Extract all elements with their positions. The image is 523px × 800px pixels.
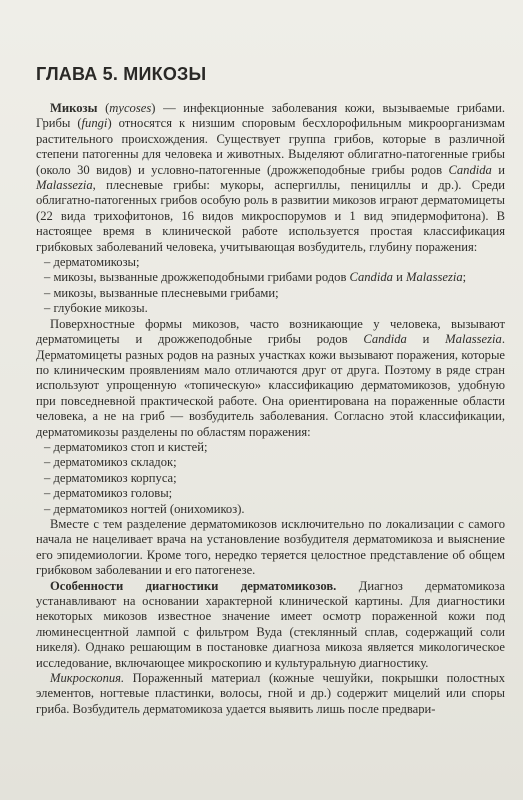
list-item: – микозы, вызванные дрожжеподобными грибами родов Candida и Malassezia; — [44, 270, 505, 285]
list-item: – дерматомикоз головы; — [44, 486, 505, 501]
list-item: – дерматомикоз стоп и кистей; — [44, 440, 505, 455]
term-latin: mycoses — [109, 101, 152, 115]
superficial-forms-paragraph: Поверхностные формы микозов, часто возникающие у человека, вызывают дерматомицеты и дрожжеподобные грибы родов Candida и Malassezia. Дерматомицеты разных родов на разных участках кожи вызывают поражения, которые по клиническим проявлениям мало отличаются друг от друга. Поэтому в ряде стран используют упрощенную «топическую» классификацию дерматомикозов, удобную при повседневной практической работе. Она ориентирована на пораженные области человека, а не на гриб — возбудитель заболевания. Согласно этой классификации, дерматомикозы разделены по областям поражения: — [36, 316, 505, 439]
microscopy-paragraph: Микроскопия. Пораженный материал (кожные чешуйки, покрышки полостных элементов, ногтевые пластинки, волосы, гной и др.) содержит мицелий или споры гриба. Возбудитель дерматомикоза удается выявить лишь после предвари- — [36, 671, 505, 716]
localization-paragraph: Вместе с тем разделение дерматомикозов исключительно по локализации с самого начала не нацеливает врача на установление возбудителя дерматомикоза и выяснение его эпидемиологии. Кроме того, нередко теряется целостное представление об общем грибковом заболевании и его патогенезе. — [36, 516, 505, 578]
diagnostics-paragraph: Особенности диагностики дерматомикозов. Диагноз дерматомикоза устанавливают на основании характерной клинической картины. Для диагностики некоторых микозов известное значение имеет осмотр пораженной кожи под люминесцентной лампой с фильтром Вуда (стеклянный сплав, содержащий соли никеля). Однако решающим в постановке диагноза микоза является микологическое исследование, включающее микроскопию и культуральную диагностику. — [36, 578, 505, 670]
list-item: – дерматомикоз ногтей (онихомикоз). — [44, 502, 505, 517]
chapter-title: ГЛАВА 5. МИКОЗЫ — [36, 64, 207, 84]
list-item: – дерматомикоз корпуса; — [44, 471, 505, 486]
diagnostics-heading: Особенности диагностики дерматомикозов. — [50, 578, 337, 593]
list-item: – дерматомикоз складок; — [44, 455, 505, 470]
list-item: – глубокие микозы. — [44, 301, 505, 316]
list-item: – дерматомикозы; — [44, 255, 505, 270]
classification-list — [36, 255, 505, 317]
topical-classification-list — [36, 440, 505, 517]
list-item: – микозы, вызванные плесневыми грибами; — [44, 286, 505, 301]
intro-paragraph: Микозы (mycoses) — инфекционные заболевания кожи, вызываемые грибами. Грибы (fungi) относятся к низшим споровым бесхлорофильным микроорганизмам растительного происхождения. Существует группа грибов, которые в различной степени патогенны для человека и животных. Выделяют облигатно-патогенные грибы (около 30 видов) и условно-патогенные (дрожжеподобные грибы родов Candida и Malassezia, плесневые грибы: мукоры, аспергиллы, пенициллы и др.). Среди облигатно-патогенных грибов особую роль в развитии микозов играют дерматомицеты (22 вида трихофитонов, 16 видов микроспорумов и 1 вид эпидермофитона). В настоящее время в клинической работе используется простая классификация грибковых заболеваний человека, учитывающая возбудитель, глубину поражения: — [36, 101, 506, 254]
term-mycoses: Микозы — [50, 101, 98, 115]
microscopy-heading: Микроскопия. — [50, 671, 125, 686]
